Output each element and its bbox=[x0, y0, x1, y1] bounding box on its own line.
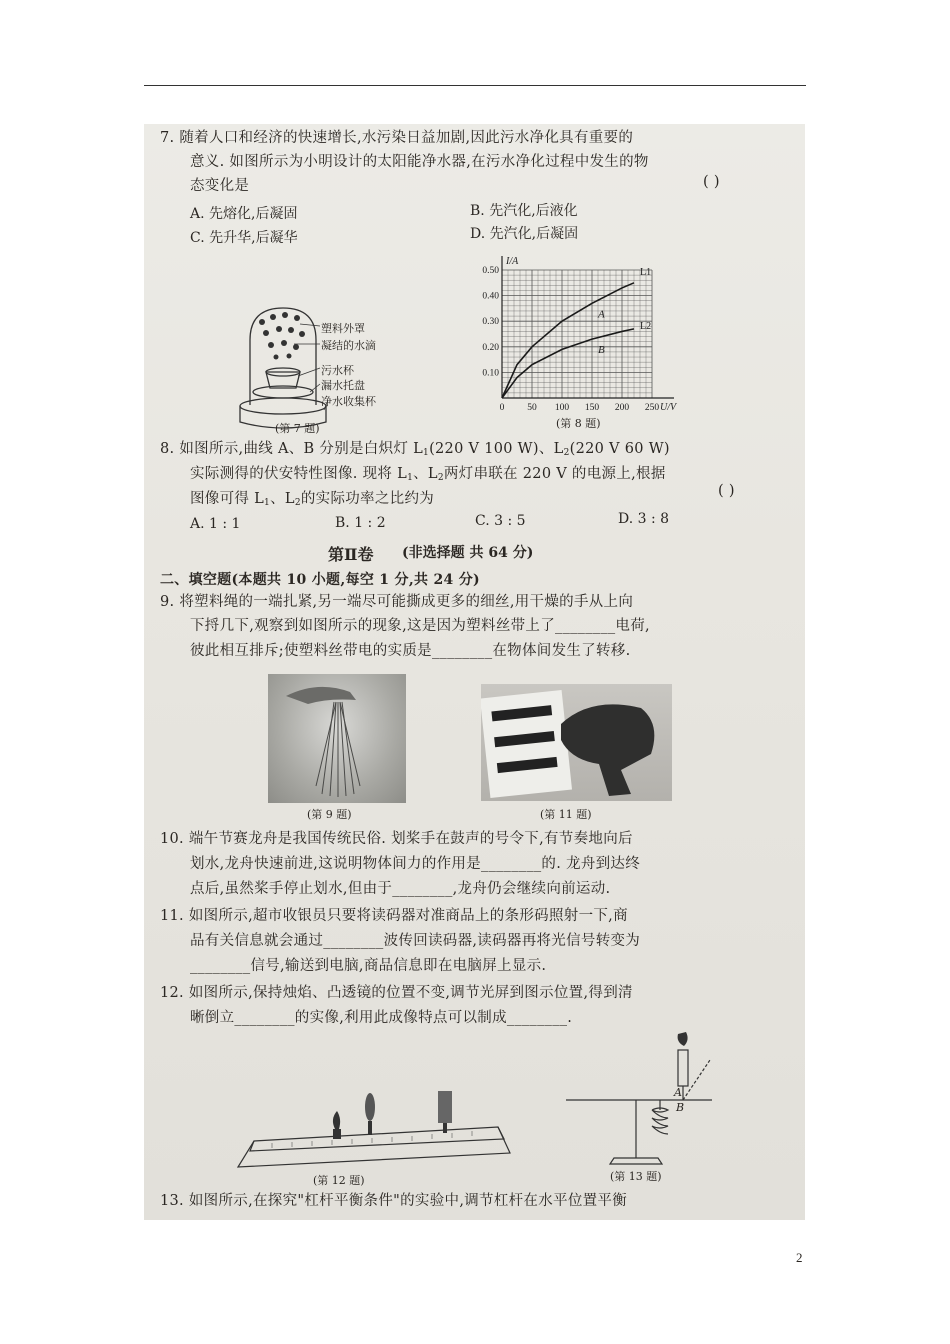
q7-option-d: D. 先汽化,后凝固 bbox=[470, 226, 579, 242]
y-axis-label: I/A bbox=[506, 256, 519, 267]
q9-hand bbox=[286, 687, 356, 704]
q8-option-c: C. 3 : 5 bbox=[475, 513, 526, 529]
q8-sub-6: 2 bbox=[294, 498, 301, 508]
q12-candle-flame bbox=[333, 1111, 340, 1129]
q8-line-1-text: 8. 如图所示,曲线 A、B 分别是白炽灯 L bbox=[160, 441, 424, 457]
series-name-l1: L1 bbox=[640, 266, 652, 278]
header-rule bbox=[144, 85, 806, 86]
q13-base bbox=[610, 1158, 662, 1164]
x-tick-label: 0 bbox=[499, 403, 505, 413]
q8-line-3: 图像可得 $L_1$、$L_2$的实际功率之比约为 bbox=[190, 491, 435, 508]
q7-label-droplets: 凝结的水滴 bbox=[321, 339, 376, 352]
q10-line-1: 10. 端午节赛龙舟是我国传统民俗. 划桨手在鼓声的号令下,有节奏地向后 bbox=[160, 831, 633, 847]
q7-line-2: 意义. 如图所示为小明设计的太阳能净水器,在污水净化过程中发生的物 bbox=[190, 154, 649, 170]
q7-option-a: A. 先熔化,后凝固 bbox=[190, 206, 298, 222]
q9-photo-drawing bbox=[268, 674, 406, 803]
q13-weights bbox=[652, 1108, 668, 1134]
curve-label-b: B bbox=[598, 344, 605, 357]
y-tick-label: 0.50 bbox=[482, 266, 499, 276]
q8-sub-1: 1 bbox=[423, 448, 430, 458]
q8-option-d: D. 3 : 8 bbox=[618, 511, 670, 527]
q8-line-2: 实际测得的伏安特性图像. 现将 $L_1$、$L_2$两灯串联在 220 V 的电源上,根据 bbox=[190, 466, 666, 483]
q7-answer-bracket: ( ) bbox=[703, 174, 720, 190]
q8-sub-3: 1 bbox=[407, 473, 414, 483]
collection-cup-top bbox=[240, 398, 326, 414]
q12-line-2: 晰倒立________的实像,利用此成像特点可以制成________. bbox=[190, 1010, 573, 1026]
q13-line-1: 13. 如图所示,在探究"杠杆平衡条件"的实验中,调节杠杆在水平位置平衡 bbox=[160, 1193, 628, 1209]
q8-caption: (第 8 题) bbox=[556, 417, 601, 430]
q11-line-2: 品有关信息就会通过________波传回读码器,读码器再将光信号转变为 bbox=[190, 933, 641, 949]
y-tick-label: 0.10 bbox=[482, 368, 499, 379]
q12-optical-bench-figure bbox=[232, 1085, 522, 1175]
y-tick-label: 0.20 bbox=[482, 342, 499, 353]
q7-line-3: 态变化是 bbox=[190, 178, 250, 194]
q12-bench bbox=[238, 1127, 510, 1167]
q12-convex-lens bbox=[365, 1093, 375, 1121]
q12-line-1: 12. 如图所示,保持烛焰、凸透镜的位置不变,调节光屏到图示位置,得到清 bbox=[160, 985, 633, 1001]
q7-caption: (第 7 题) bbox=[275, 422, 320, 435]
x-tick-label: 250 bbox=[644, 403, 660, 413]
q11-barcodes bbox=[491, 705, 557, 773]
page-number: 2 bbox=[796, 1250, 803, 1265]
x-axis-label: U/V bbox=[660, 402, 677, 413]
q9-strips bbox=[316, 702, 360, 797]
q10-line-2: 划水,龙舟快速前进,这说明物体间力的作用是________的. 龙舟到达终 bbox=[190, 856, 641, 872]
section2-heading: 二、填空题(本题共 10 小题,每空 1 分,共 24 分) bbox=[160, 572, 480, 588]
q8-line-1 bbox=[160, 440, 670, 462]
q7-label-dirty-cup: 污水杯 bbox=[321, 364, 354, 377]
q8-line-2-text: 实际测得的伏安特性图像. 现将 L bbox=[190, 466, 408, 482]
q7-label-tray: 漏水托盘 bbox=[321, 379, 365, 392]
q8-answer-bracket: ( ) bbox=[718, 483, 735, 499]
q13-point-a: A bbox=[674, 1086, 682, 1099]
q7-label-cover: 塑料外罩 bbox=[321, 322, 365, 335]
q8-sub-5: 1 bbox=[264, 498, 271, 508]
y-tick-label: 0.30 bbox=[482, 317, 499, 328]
q13-lever-figure bbox=[560, 1030, 720, 1170]
q13-point-b: B bbox=[676, 1101, 685, 1114]
q9-plastic-strips-photo bbox=[268, 674, 406, 803]
q11-barcode-scanner-photo bbox=[481, 684, 672, 801]
y-tick-label: 0.40 bbox=[482, 291, 499, 302]
q8-line-2-rest: 两灯串联在 220 V 的电源上,根据 bbox=[443, 466, 666, 482]
q8-option-a: A. 1 : 1 bbox=[190, 516, 241, 532]
q11-photo-drawing bbox=[481, 684, 672, 801]
x-tick-label: 100 bbox=[554, 403, 570, 413]
q8-line-3-text: 图像可得 L bbox=[190, 491, 265, 507]
q9-line-2: 下捋几下,观察到如图所示的现象,这是因为塑料丝带上了________电荷, bbox=[190, 618, 650, 634]
q7-label-collector: 净水收集杯 bbox=[321, 395, 376, 408]
q8-sub-4: 2 bbox=[437, 473, 444, 483]
x-tick-label: 150 bbox=[584, 403, 600, 413]
q10-line-3: 点后,虽然桨手停止划水,但由于________,龙舟仍会继续向前运动. bbox=[190, 881, 611, 897]
q11-scanner bbox=[561, 704, 654, 796]
q8-l1-spec: (220 V 100 W)、L bbox=[429, 441, 564, 457]
q11-caption: (第 11 题) bbox=[540, 808, 592, 821]
q8-iu-chart bbox=[465, 250, 690, 435]
part2-subtitle: (非选择题 共 64 分) bbox=[402, 545, 534, 561]
water-droplets bbox=[259, 312, 305, 360]
q11-line-3: ________信号,输送到电脑,商品信息即在电脑屏上显示. bbox=[190, 958, 547, 974]
x-tick-label: 50 bbox=[527, 403, 537, 413]
q8-line-3-rest: 的实际功率之比约为 bbox=[300, 491, 435, 507]
q9-caption: (第 9 题) bbox=[307, 808, 352, 821]
q12-candle bbox=[333, 1129, 341, 1139]
q7-option-c: C. 先升华,后凝华 bbox=[190, 230, 298, 246]
q13-spring-scale bbox=[678, 1050, 688, 1086]
q8-l2-spec: (220 V 60 W) bbox=[569, 441, 670, 457]
q12-caption: (第 12 题) bbox=[313, 1174, 365, 1187]
q13-hand bbox=[678, 1032, 688, 1046]
q7-line-1: 7. 随着人口和经济的快速增长,水污染日益加剧,因此污水净化具有重要的 bbox=[160, 130, 634, 146]
q9-line-1: 9. 将塑料绳的一端扎紧,另一端尽可能撕成更多的细丝,用干燥的手从上向 bbox=[160, 594, 634, 610]
q11-barcode-sheet bbox=[481, 690, 572, 798]
q7-option-b: B. 先汽化,后液化 bbox=[470, 203, 578, 219]
q11-line-1: 11. 如图所示,超市收银员只要将读码器对准商品上的条形码照射一下,商 bbox=[160, 908, 628, 924]
q13-caption: (第 13 题) bbox=[610, 1170, 662, 1183]
x-tick-label: 200 bbox=[614, 403, 630, 413]
q9-line-3: 彼此相互排斥;使塑料丝带电的实质是________在物体间发生了转移. bbox=[190, 643, 631, 659]
series-name-l2: L2 bbox=[640, 320, 652, 332]
part2-title: 第Ⅱ卷 bbox=[328, 545, 374, 564]
curve-label-a: A bbox=[598, 308, 605, 321]
q12-light-screen bbox=[438, 1091, 452, 1123]
q8-option-b: B. 1 : 2 bbox=[335, 515, 386, 531]
q8-sub-2: 2 bbox=[563, 448, 570, 458]
